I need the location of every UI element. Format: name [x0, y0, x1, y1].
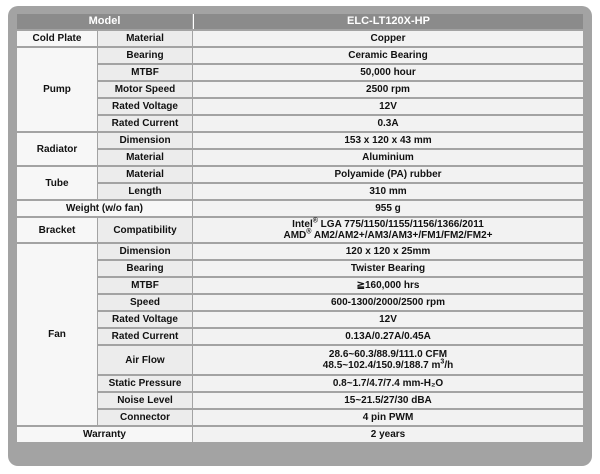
model-header-value: ELC-LT120X-HP [193, 14, 583, 29]
category-radiator: Radiator [17, 133, 97, 165]
spec-value: Twister Bearing [193, 261, 583, 276]
spec-label: Motor Speed [98, 82, 192, 97]
model-header-label: Model [17, 14, 192, 29]
spec-label: Noise Level [98, 393, 192, 408]
table-row [17, 410, 583, 425]
table-row [17, 116, 583, 131]
spec-value: 4 pin PWM [193, 410, 583, 425]
spec-label: Dimension [98, 244, 192, 259]
compatibility-value [193, 218, 583, 242]
spec-value: 2 years [193, 427, 583, 442]
table-row [17, 244, 583, 259]
airflow-metric-line [195, 360, 581, 371]
spec-value: 12V [193, 312, 583, 327]
spec-value: ≧160,000 hrs [193, 278, 583, 293]
spec-label: Connector [98, 410, 192, 425]
spec-label: Rated Current [98, 116, 192, 131]
spec-label: Rated Current [98, 329, 192, 344]
amd-sockets: AM2/AM2+/AM3/AM3+/FM1/FM2/FM2+ [311, 230, 493, 241]
table-row [17, 393, 583, 408]
spec-label: MTBF [98, 65, 192, 80]
spec-value: Aluminium [193, 150, 583, 165]
spec-value: 310 mm [193, 184, 583, 199]
spec-value: 2500 rpm [193, 82, 583, 97]
table-header-row [17, 14, 583, 29]
spec-value: 15~21.5/27/30 dBA [193, 393, 583, 408]
category-cold-plate: Cold Plate [17, 31, 97, 46]
table-row [17, 99, 583, 114]
table-row [17, 82, 583, 97]
brand-intel: Intel [292, 219, 313, 230]
spec-value: 12V [193, 99, 583, 114]
cubic-superscript: 3 [440, 358, 445, 366]
table-row [17, 376, 583, 391]
registered-mark: ® [312, 217, 318, 225]
spec-table [16, 12, 584, 444]
spec-label: Rated Voltage [98, 312, 192, 327]
compatibility-intel-line [195, 219, 581, 230]
spec-value: 120 x 120 x 25mm [193, 244, 583, 259]
spec-value: Copper [193, 31, 583, 46]
spec-label: Dimension [98, 133, 192, 148]
spec-label: Air Flow [98, 346, 192, 374]
spec-value: 955 g [193, 201, 583, 216]
table-row [17, 261, 583, 276]
spec-label: Speed [98, 295, 192, 310]
spec-value: 50,000 hour [193, 65, 583, 80]
airflow-metric-text: 48.5~102.4/150.9/188.7 m [322, 360, 441, 371]
spec-label: Material [98, 31, 192, 46]
table-row [17, 329, 583, 344]
spec-label: MTBF [98, 278, 192, 293]
table-row [17, 65, 583, 80]
airflow-cfm-line: 28.6~60.3/88.9/111.0 CFM [328, 349, 448, 360]
table-row [17, 150, 583, 165]
table-row [17, 312, 583, 327]
spec-label: Bearing [98, 48, 192, 63]
spec-value: Polyamide (PA) rubber [193, 167, 583, 182]
spec-label: Length [98, 184, 192, 199]
spec-value: 0.8~1.7/4.7/7.4 mm-H₂O [193, 376, 583, 391]
table-row [17, 295, 583, 310]
brand-amd: AMD [283, 230, 307, 241]
intel-sockets: LGA 775/1150/1155/1156/1366/2011 [317, 219, 484, 230]
category-weight: Weight (w/o fan) [17, 201, 192, 216]
spec-value: 0.13A/0.27A/0.45A [193, 329, 583, 344]
category-warranty: Warranty [17, 427, 192, 442]
category-bracket: Bracket [17, 218, 97, 242]
table-row [17, 346, 583, 374]
spec-value: 153 x 120 x 43 mm [193, 133, 583, 148]
table-row [17, 201, 583, 216]
spec-value: 0.3A [193, 116, 583, 131]
table-row [17, 48, 583, 63]
category-fan: Fan [17, 244, 97, 425]
spec-value: Ceramic Bearing [193, 48, 583, 63]
spec-label: Material [98, 150, 192, 165]
airflow-value [193, 346, 583, 374]
table-row [17, 133, 583, 148]
table-row [17, 218, 583, 242]
table-row [17, 427, 583, 442]
table-row [17, 167, 583, 182]
table-row [17, 31, 583, 46]
compatibility-amd-line [195, 230, 581, 241]
spec-label: Material [98, 167, 192, 182]
category-tube: Tube [17, 167, 97, 199]
spec-label: Static Pressure [98, 376, 192, 391]
spec-label: Compatibility [98, 218, 192, 242]
table-row [17, 184, 583, 199]
table-row [17, 278, 583, 293]
airflow-metric-unit: /h [444, 360, 454, 371]
spec-value: 600-1300/2000/2500 rpm [193, 295, 583, 310]
registered-mark: ® [306, 228, 312, 236]
spec-label: Bearing [98, 261, 192, 276]
spec-label: Rated Voltage [98, 99, 192, 114]
category-pump: Pump [17, 48, 97, 131]
